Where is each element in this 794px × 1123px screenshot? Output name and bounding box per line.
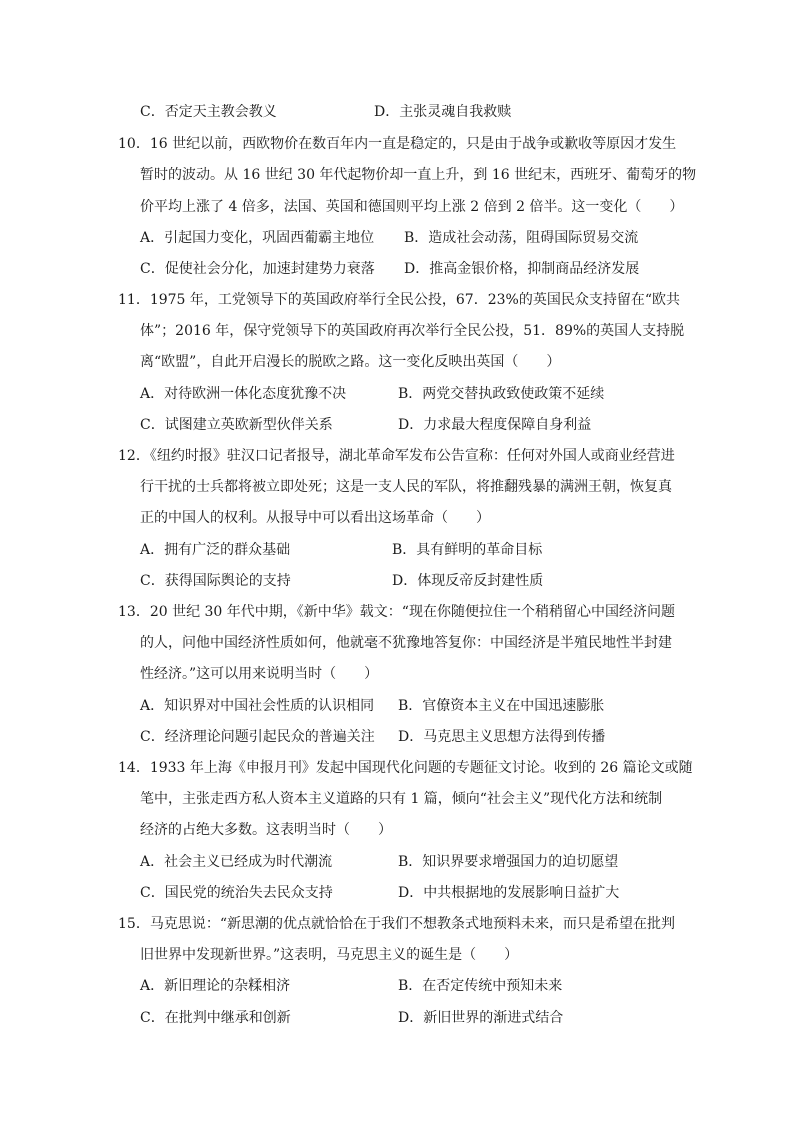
q11-stem-line-3: 离“欧盟”，自此开启漫长的脱欧之路。这一变化反映出英国（ ） [140,354,561,370]
q12-option-b: B．具有鲜明的革命目标 [392,542,543,558]
q12-option-c: C．获得国际舆论的支持 [140,573,291,589]
q15-option-b: B．在否定传统中预知未来 [398,978,563,994]
q15-option-a: A．新旧理论的杂糅相济 [140,978,291,994]
q13-option-d: D．马克思主义思想方法得到传播 [398,729,606,745]
q14-stem-line-3: 经济的占绝大多数。这表明当时（ ） [140,822,392,838]
q13-option-a: A．知识界对中国社会性质的认识相同 [140,698,375,714]
q10-stem-line-2: 暂时的波动。从 16 世纪 30 年代起物价却一直上升，到 16 世纪末，西班牙、葡萄牙的物 [140,167,697,183]
q14-option-c: C．国民党的统治失去民众支持 [140,885,333,901]
q12-stem-line-3: 正的中国人的权利。从报导中可以看出这场革命（ ） [140,510,490,526]
q10-stem-line-3: 价平均上涨了 4 倍多，法国、英国和德国则平均上涨 2 倍到 2 倍半。这一变化（ ） [140,199,684,215]
q14-option-a: A．社会主义已经成为时代潮流 [140,854,333,870]
q12-stem-line-2: 行干扰的士兵都将被立即处死；这是一支人民的军队，将推翻残暴的满洲王朝，恢复真 [140,479,672,495]
q10-option-c: C．促使社会分化，加速封建势力衰落 [140,261,375,277]
q9-option-d: D．主张灵魂自我救赎 [374,104,512,120]
q10-option-b: B．造成社会动荡，阻碍国际贸易交流 [404,230,639,246]
q15-option-d: D．新旧世界的渐进式结合 [398,1010,564,1026]
q10-option-d: D．推高金银价格，抑制商品经济发展 [404,261,640,277]
q14-stem-line-1: 14．1933 年上海《申报月刊》发起中国现代化问题的专题征文讨论。收到的 26 篇论文或随 [118,760,693,776]
q11-option-c: C．试图建立英欧新型伙伴关系 [140,417,333,433]
q10-stem-line-1: 10．16 世纪以前，西欧物价在数百年内一直是稳定的，只是由于战争或歉收等原因才发生 [118,136,677,152]
q14-option-d: D．中共根据地的发展影响日益扩大 [398,885,620,901]
q10-option-a: A．引起国力变化，巩固西葡霸主地位 [140,230,375,246]
q12-option-a: A．拥有广泛的群众基础 [140,542,291,558]
q11-option-b: B．两党交替执政致使政策不延续 [398,386,605,402]
q9-option-c: C．否定天主教会教义 [140,104,277,120]
q12-stem-line-1: 12．《纽约时报》驻汉口记者报导，湖北革命军发布公告宣称：任何对外国人或商业经营进 [118,448,675,464]
q11-stem-line-2: 体”；2016 年，保守党领导下的英国政府再次举行全民公投，51．89%的英国人支持脱 [140,323,685,339]
q15-option-c: C．在批判中继承和创新 [140,1010,291,1026]
q11-option-a: A．对待欧洲一体化态度犹豫不决 [140,386,347,402]
q11-option-d: D．力求最大程度保障自身利益 [398,417,592,433]
q11-stem-line-1: 11．1975 年，工党领导下的英国政府举行全民公投，67．23%的英国民众支持留在“欧共 [118,292,680,308]
q15-stem-line-2: 旧世界中发现新世界。”这表明，马克思主义的诞生是（ ） [140,947,519,963]
q15-stem-line-1: 15．马克思说：“新思潮的优点就恰恰在于我们不想教条式地预料未来，而只是希望在批判 [118,916,675,932]
q12-option-d: D．体现反帝反封建性质 [392,573,544,589]
q13-option-c: C．经济理论问题引起民众的普遍关注 [140,729,375,745]
q14-stem-line-2: 笔中，主张走西方私人资本主义道路的只有 1 篇，倾向“社会主义”现代化方法和统制 [140,791,663,807]
q13-stem-line-2: 的人，问他中国经济性质如何，他就毫不犹豫地答复你：中国经济是半殖民地性半封建 [140,635,672,651]
q13-stem-line-1: 13．20 世纪 30 年代中期，《新中华》载文：“现在你随便拉住一个稍稍留心中国经济问题 [118,604,675,620]
q13-option-b: B．官僚资本主义在中国迅速膨胀 [398,698,605,714]
q13-stem-line-3: 性经济。”这可以用来说明当时（ ） [140,666,379,682]
q14-option-b: B．知识界要求增强国力的迫切愿望 [398,854,619,870]
